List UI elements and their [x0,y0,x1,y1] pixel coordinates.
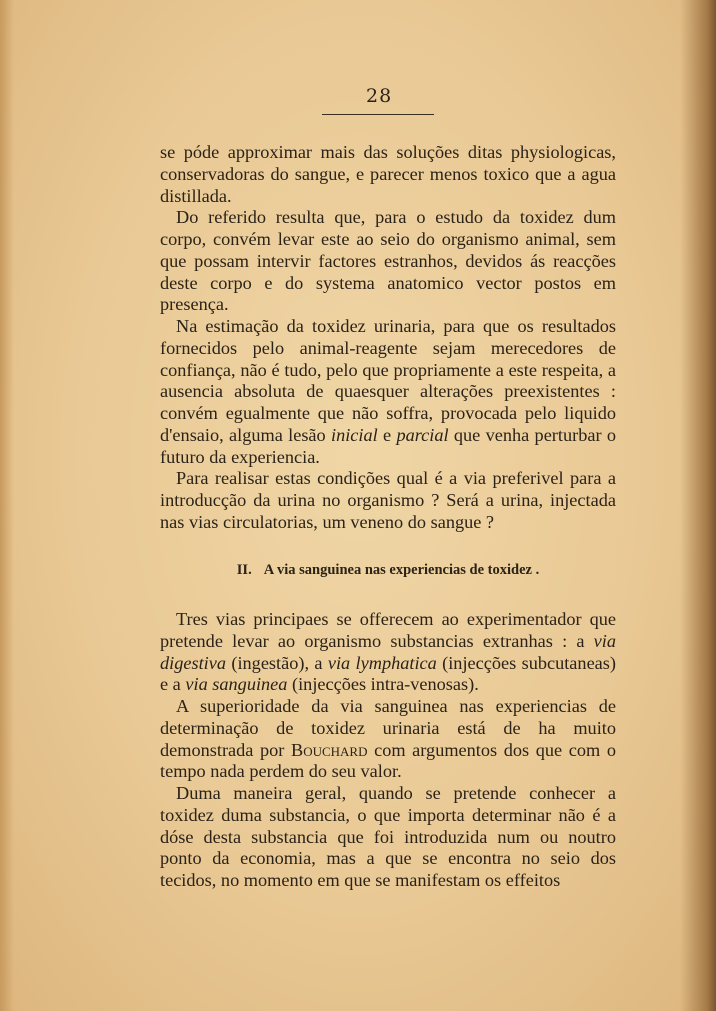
author-name: Bouchard [291,739,368,760]
italic-term: parcial [396,424,449,445]
text-run: e [377,424,397,445]
paragraph: se póde approximar mais das soluções ditas physiologicas, conservadoras do sangue, e parecer menos toxico que a agua distillada. [160,142,616,206]
text-run: Na estimação da toxidez urinaria, para que os resultados fornecidos pelo animal-reagente sejam merecedores de confiança, não é tudo, pelo que propriamente a este respeita, a ausencia absoluta de quaesquer alterações preexistentes : convém egualmente que não soffra, provocada pelo liquido d'ensaio, alguma lesão [160,316,616,445]
section-title: A via sanguinea nas experiencias de toxidez . [263,562,540,578]
italic-term: inicial [331,424,378,445]
paragraph [160,316,616,468]
header-rule [322,114,434,115]
paragraph [160,609,616,696]
top-text-block [160,142,616,534]
paragraph: Para realisar estas condições qual é a via preferivel para a introducção da urina no organismo ? Será a urina, injectada nas vias circulatorias, um veneno do sangue ? [160,468,616,532]
text-run: Tres vias principaes se offerecem ao experimentador que pretende levar ao organismo substancias extranhas : a [160,609,616,651]
text-run: (ingestão), a [226,652,328,673]
paragraph: Do referido resulta que, para o estudo da toxidez dum corpo, convém levar este ao seio do organismo animal, sem que possam intervir factores estranhos, devidos ás reacções deste corpo e do systema anatomico vector postos em presença. [160,207,616,315]
italic-term: via sanguinea [185,674,288,695]
text-run: com argumentos dos que com o tempo nada perdem do seu valor. [160,739,616,782]
text-run: (injecções subcutaneas) e a [160,652,616,695]
page-edge-left [0,0,14,1011]
text-run: que venha perturbar o futuro da experiencia. [160,424,616,467]
paragraph [160,696,616,783]
italic-term: via lymphatica [327,652,437,673]
italic-term: via digestiva [160,630,616,673]
section-heading [160,562,616,579]
bottom-text-block [160,609,616,892]
section-number: II. [236,562,252,578]
text-run: (injecções intra-venosas). [287,674,479,695]
page-edge-right [680,0,716,1011]
text-run: A superioridade da via sanguinea nas experiencias de determinação de toxidez urinaria está de ha muito demonstrada por [160,696,616,760]
page-number: 28 [366,85,393,107]
paragraph: Duma maneira geral, quando se pretende conhecer a toxidez duma substancia, o que importa determinar não é a dóse desta substancia que foi introduzida num ou noutro ponto da economia, mas a que se encontra no seio dos tecidos, no momento em que se manifestam os effeitos [160,783,616,890]
